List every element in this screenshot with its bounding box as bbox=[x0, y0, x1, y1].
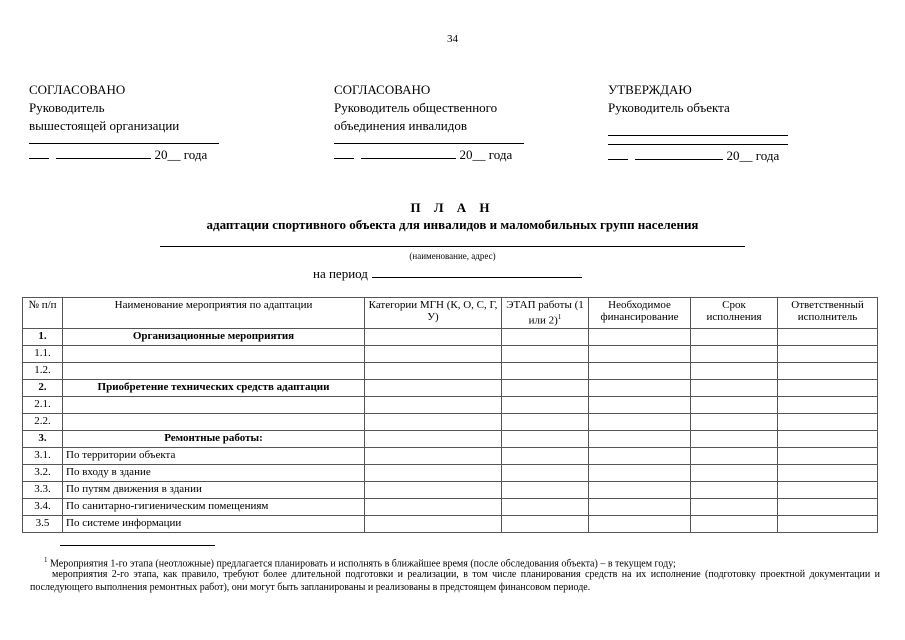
deadline-cell bbox=[691, 498, 778, 515]
name-address-caption: (наименование, адрес) bbox=[409, 251, 496, 261]
col-header-responsible: Ответственный исполнитель bbox=[778, 298, 878, 329]
row-number: 3.4. bbox=[23, 498, 63, 515]
footnote-text: мероприятия 2-го этапа, как правило, требуют более длительной подготовки и реализации, в том числе планирования средств на их исполнение (подготовку проектной документации и последующего выполнения ремонтных работ), они могут быть запланированы и реализованы в предстоящем финансовом периоде. bbox=[30, 569, 880, 593]
activity-name: По территории объекта bbox=[63, 447, 365, 464]
table-row bbox=[23, 481, 878, 498]
responsible-cell bbox=[778, 413, 878, 430]
table-row bbox=[23, 515, 878, 532]
col-header-deadline: Срок исполнения bbox=[691, 298, 778, 329]
financing-cell bbox=[589, 345, 691, 362]
approval-block-object-head bbox=[608, 81, 838, 165]
financing-cell bbox=[589, 379, 691, 396]
activity-name bbox=[63, 345, 365, 362]
plan-subtitle: адаптации спортивного объекта для инвалидов и маломобильных групп населения bbox=[206, 217, 699, 232]
stage-cell bbox=[502, 481, 589, 498]
approval-heading: СОГЛАСОВАНО bbox=[29, 82, 126, 97]
financing-cell bbox=[589, 362, 691, 379]
row-number: 3.1. bbox=[23, 447, 63, 464]
footnote-mark: 1 bbox=[44, 556, 48, 564]
table-row bbox=[23, 447, 878, 464]
mgn-categories-cell bbox=[365, 464, 502, 481]
date-year: 20__ года bbox=[154, 147, 208, 162]
col-header-mgn-categories: Категории МГН (К, О, С, Г, У) bbox=[365, 298, 502, 329]
activity-name: По системе информации bbox=[63, 515, 365, 532]
table-row bbox=[23, 362, 878, 379]
financing-cell bbox=[589, 481, 691, 498]
section-title: Приобретение технических средств адаптации bbox=[63, 379, 365, 396]
stage-cell bbox=[502, 464, 589, 481]
approval-block-disability-org bbox=[334, 81, 564, 164]
signature-line bbox=[29, 143, 219, 144]
activity-name bbox=[63, 362, 365, 379]
row-number: 1.1. bbox=[23, 345, 63, 362]
activity-name: По санитарно-гигиеническим помещениям bbox=[63, 498, 365, 515]
footnote-mark: 1 bbox=[557, 313, 562, 321]
row-number: 3.5 bbox=[23, 515, 63, 532]
deadline-cell bbox=[691, 447, 778, 464]
approval-line: Руководитель bbox=[29, 100, 105, 115]
row-number: 2. bbox=[23, 379, 63, 396]
table-header-row bbox=[23, 298, 878, 329]
footnote-separator bbox=[60, 545, 215, 546]
stage-cell bbox=[502, 345, 589, 362]
plan-title: П Л А Н bbox=[410, 200, 495, 215]
blank-line bbox=[608, 117, 788, 136]
table-section-row bbox=[23, 379, 878, 396]
deadline-cell bbox=[691, 413, 778, 430]
page-number: 34 bbox=[447, 33, 458, 45]
col-header-stage: ЭТАП работы (1 или 2)$^1$ bbox=[502, 298, 589, 329]
stage-cell bbox=[502, 413, 589, 430]
approval-date bbox=[334, 146, 564, 164]
responsible-cell bbox=[778, 498, 878, 515]
approval-line: вышестоящей организации bbox=[29, 118, 180, 133]
financing-cell bbox=[589, 328, 691, 345]
signature-line bbox=[608, 144, 788, 145]
activity-name: По путям движения в здании bbox=[63, 481, 365, 498]
responsible-cell bbox=[778, 481, 878, 498]
table-row bbox=[23, 498, 878, 515]
activity-name: По входу в здание bbox=[63, 464, 365, 481]
table-row bbox=[23, 413, 878, 430]
approval-date bbox=[608, 147, 838, 165]
row-number: 3.2. bbox=[23, 464, 63, 481]
financing-cell bbox=[589, 498, 691, 515]
responsible-cell bbox=[778, 345, 878, 362]
mgn-categories-cell bbox=[365, 447, 502, 464]
responsible-cell bbox=[778, 362, 878, 379]
deadline-cell bbox=[691, 379, 778, 396]
approval-heading: СОГЛАСОВАНО bbox=[334, 82, 431, 97]
mgn-categories-cell bbox=[365, 396, 502, 413]
name-address-line bbox=[160, 246, 745, 247]
mgn-categories-cell bbox=[365, 345, 502, 362]
responsible-cell bbox=[778, 379, 878, 396]
responsible-cell bbox=[778, 515, 878, 532]
deadline-cell bbox=[691, 464, 778, 481]
mgn-categories-cell bbox=[365, 515, 502, 532]
row-number: 3. bbox=[23, 430, 63, 447]
approval-line: Руководитель объекта bbox=[608, 100, 730, 115]
financing-cell bbox=[589, 515, 691, 532]
stage-cell bbox=[502, 396, 589, 413]
responsible-cell bbox=[778, 430, 878, 447]
table-row bbox=[23, 396, 878, 413]
stage-cell bbox=[502, 362, 589, 379]
stage-cell bbox=[502, 430, 589, 447]
financing-cell bbox=[589, 396, 691, 413]
date-year: 20__ года bbox=[459, 147, 513, 162]
approval-line: объединения инвалидов bbox=[334, 118, 468, 133]
mgn-categories-cell bbox=[365, 481, 502, 498]
mgn-categories-cell bbox=[365, 379, 502, 396]
deadline-cell bbox=[691, 362, 778, 379]
row-number: 1.2. bbox=[23, 362, 63, 379]
deadline-cell bbox=[691, 396, 778, 413]
mgn-categories-cell bbox=[365, 498, 502, 515]
row-number: 2.2. bbox=[23, 413, 63, 430]
footnote-1-continued bbox=[30, 568, 880, 594]
deadline-cell bbox=[691, 481, 778, 498]
stage-cell bbox=[502, 379, 589, 396]
approval-line: Руководитель общественного bbox=[334, 100, 498, 115]
activity-name bbox=[63, 413, 365, 430]
date-year: 20__ года bbox=[726, 148, 780, 163]
responsible-cell bbox=[778, 447, 878, 464]
row-number: 1. bbox=[23, 328, 63, 345]
mgn-categories-cell bbox=[365, 430, 502, 447]
responsible-cell bbox=[778, 328, 878, 345]
stage-cell bbox=[502, 447, 589, 464]
table-section-row bbox=[23, 430, 878, 447]
responsible-cell bbox=[778, 396, 878, 413]
deadline-cell bbox=[691, 345, 778, 362]
row-number: 2.1. bbox=[23, 396, 63, 413]
financing-cell bbox=[589, 464, 691, 481]
period-field bbox=[313, 264, 582, 282]
period-label: на период bbox=[313, 266, 368, 281]
deadline-cell bbox=[691, 430, 778, 447]
deadline-cell bbox=[691, 515, 778, 532]
activity-name bbox=[63, 396, 365, 413]
table-row bbox=[23, 345, 878, 362]
mgn-categories-cell bbox=[365, 413, 502, 430]
adaptation-plan-table bbox=[22, 297, 878, 533]
section-title: Ремонтные работы: bbox=[63, 430, 365, 447]
stage-cell bbox=[502, 328, 589, 345]
mgn-categories-cell bbox=[365, 328, 502, 345]
stage-cell bbox=[502, 515, 589, 532]
mgn-categories-cell bbox=[365, 362, 502, 379]
col-header-activity: Наименование мероприятия по адаптации bbox=[63, 298, 365, 329]
col-header-financing: Необходимое финансирование bbox=[589, 298, 691, 329]
financing-cell bbox=[589, 430, 691, 447]
approval-block-higher-org bbox=[29, 81, 259, 164]
responsible-cell bbox=[778, 464, 878, 481]
approval-heading: УТВЕРЖДАЮ bbox=[608, 82, 692, 97]
approval-date bbox=[29, 146, 259, 164]
financing-cell bbox=[589, 447, 691, 464]
stage-cell bbox=[502, 498, 589, 515]
deadline-cell bbox=[691, 328, 778, 345]
signature-line bbox=[334, 143, 524, 144]
financing-cell bbox=[589, 413, 691, 430]
col-header-number: № п/п bbox=[23, 298, 63, 329]
table-row bbox=[23, 464, 878, 481]
footnote-text: Мероприятия 1-го этапа (неотложные) предлагается планировать и исполнять в ближайшее время (после обследования объекта) – в текущем году; bbox=[50, 558, 676, 570]
row-number: 3.3. bbox=[23, 481, 63, 498]
section-title: Организационные мероприятия bbox=[63, 328, 365, 345]
table-section-row bbox=[23, 328, 878, 345]
